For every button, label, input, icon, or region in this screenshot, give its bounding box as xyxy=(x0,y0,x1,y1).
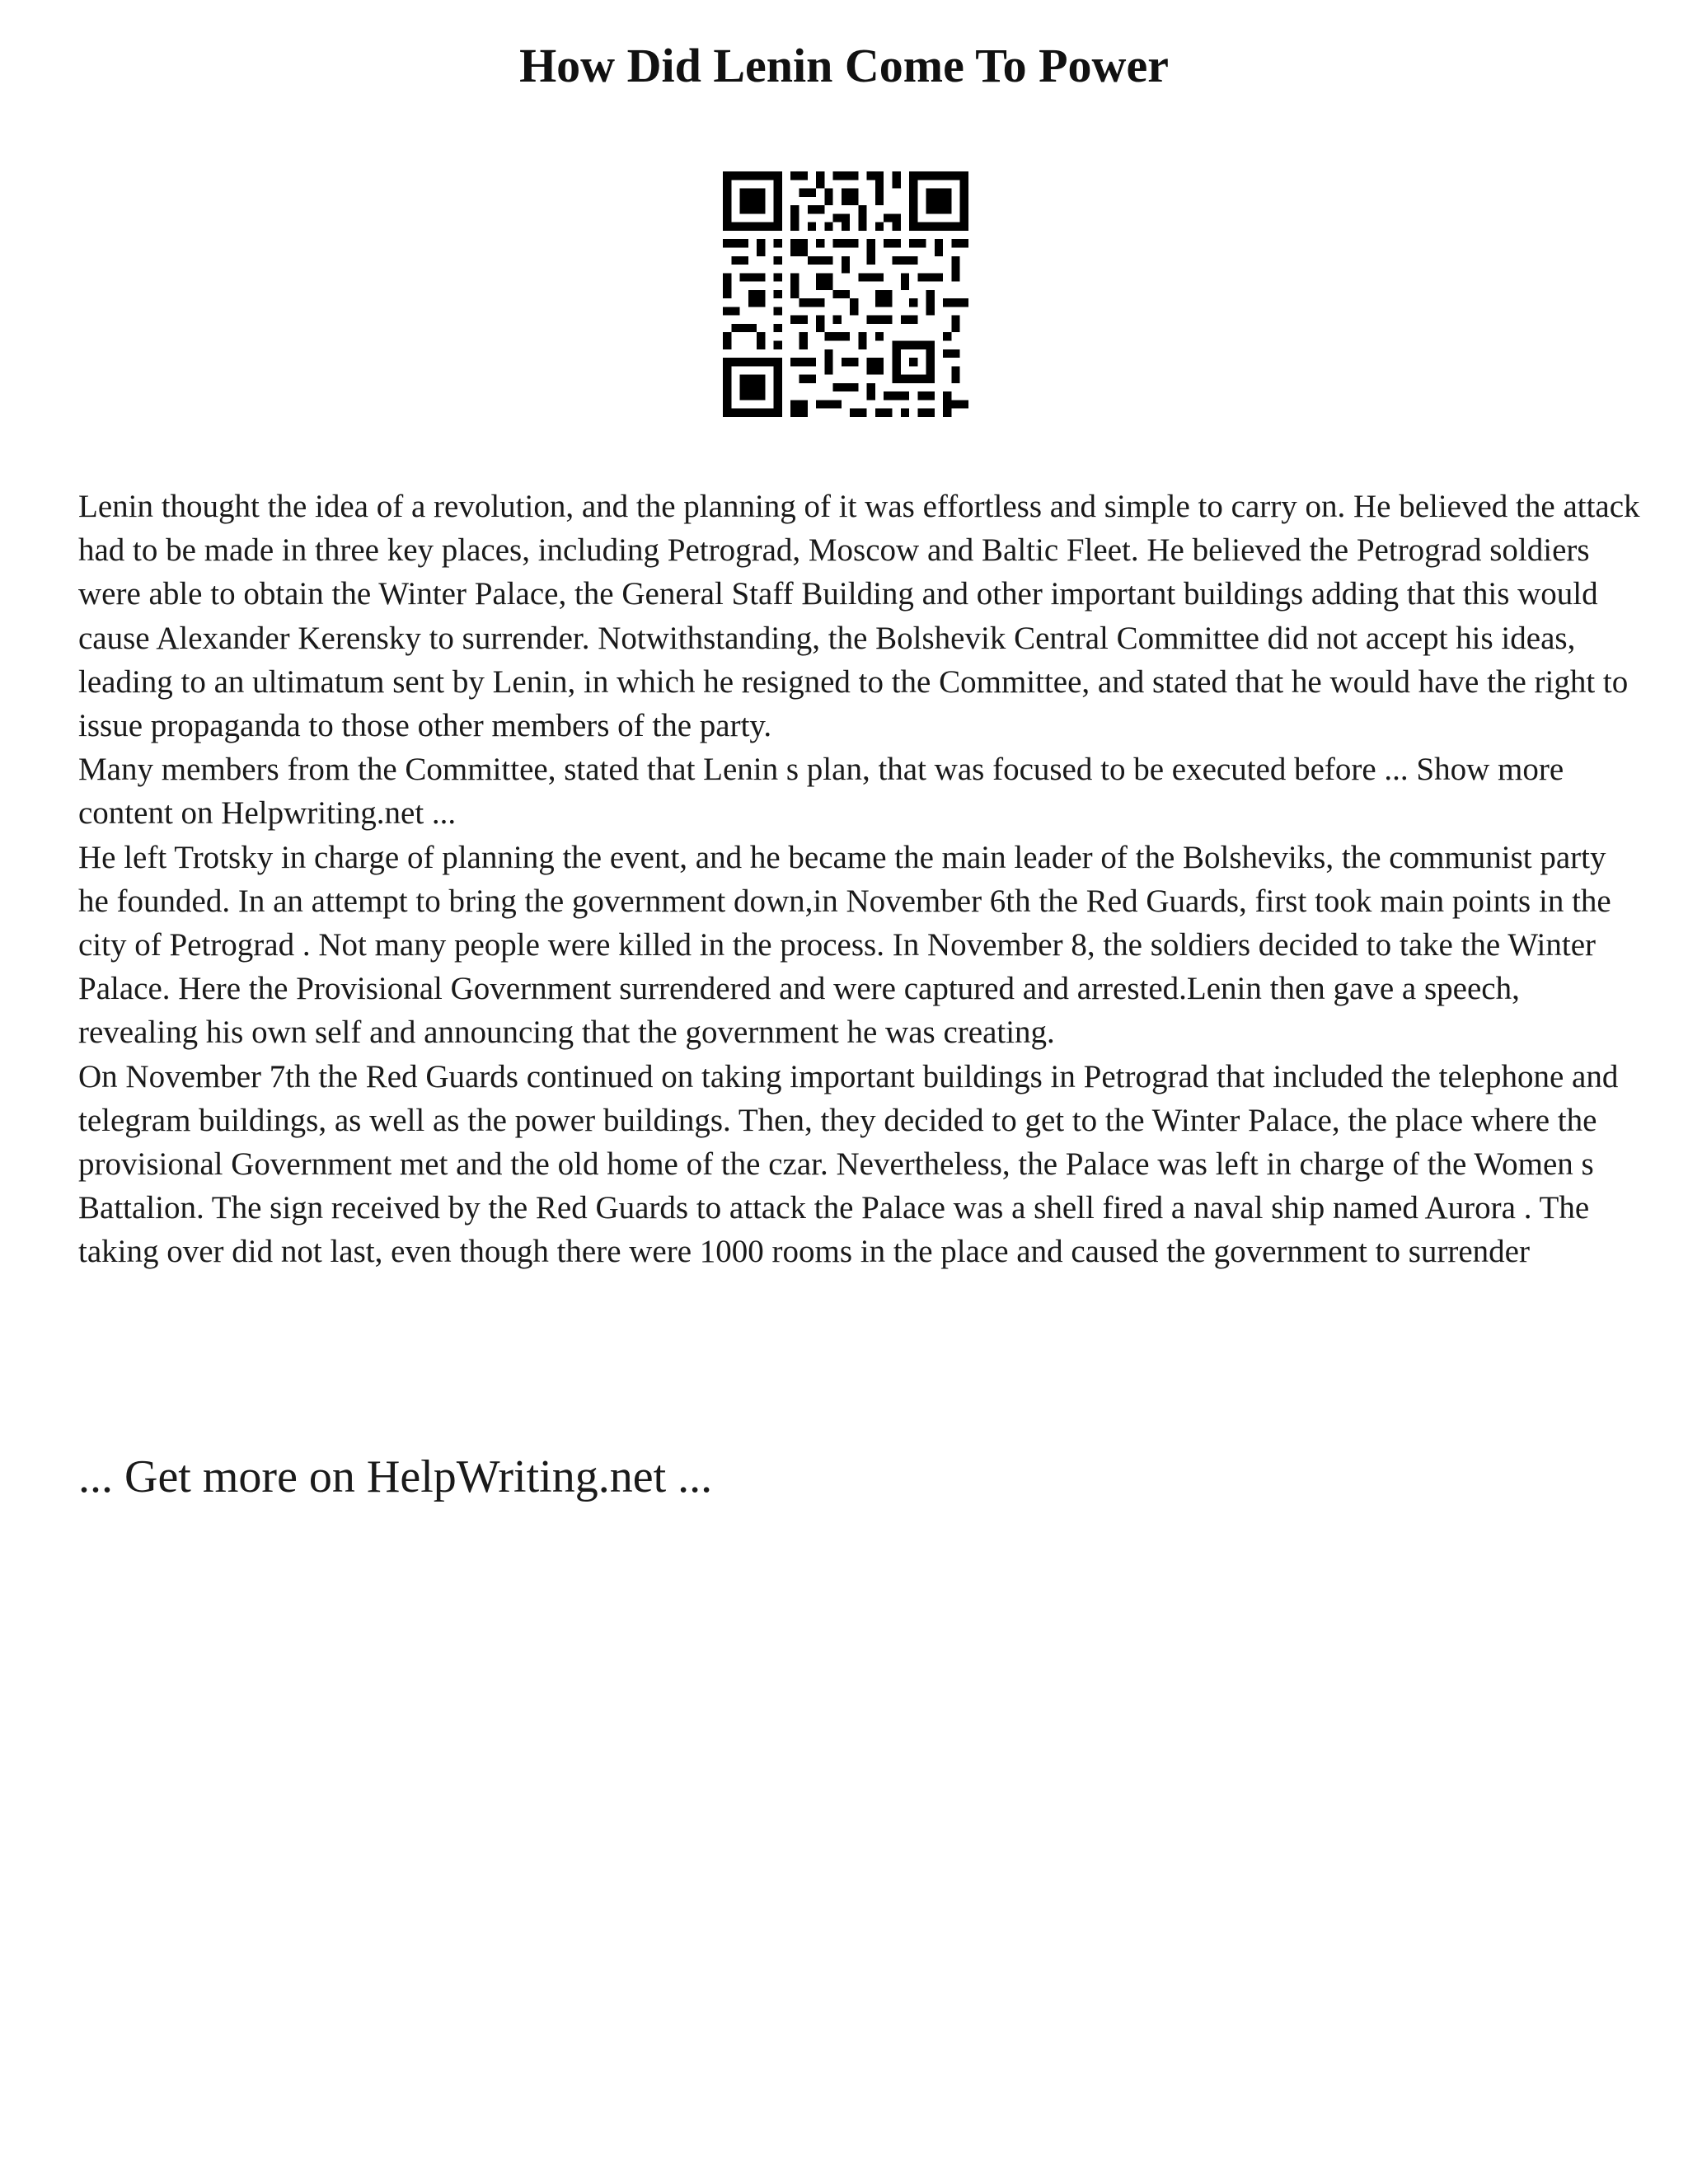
paragraph: On November 7th the Red Guards continued on taking important buildings in Petrograd that included the telephone and telegram buildings, as well as the power buildings. Then, they decided to get to the Winter Palace, the place where the provisional Government met and the old home of the czar. Nevertheless, the Palace was left in charge of the Women s Battalion. The sign received by the Red Guards to attack the Palace was a shell fired a naval ship named Aurora . The taking over did not last, even though there were 1000 rooms in the place and caused the government to surrender xyxy=(78,1058,1619,1270)
paragraph: Lenin thought the idea of a revolution, and the planning of it was effortless and simple to carry on. He believed the attack had to be made in three key places, including Petrograd, Moscow and Baltic Fleet. He believed the Petrograd soldiers were able to obtain the Winter Palace, the General Staff Building and other important buildings adding that this would cause Alexander Kerensky to surrender. Notwithstanding, the Bolshevik Central Committee did not accept his ideas, leading to an ultimatum sent by Lenin, in which he resigned to the Committee, and stated that he would have the right to issue propaganda to those other members of the party. xyxy=(78,489,1640,744)
qr-code-graphic xyxy=(723,171,968,417)
get-more-link[interactable]: ... Get more on HelpWriting.net ... xyxy=(78,1451,713,1502)
qr-code-icon[interactable] xyxy=(723,171,968,417)
paragraph: Many members from the Committee, stated that Lenin s plan, that was focused to be executed before ... Show more content on Helpwriting.net ... xyxy=(78,752,1564,832)
article-body xyxy=(78,485,1644,1274)
page-title: How Did Lenin Come To Power xyxy=(519,39,1169,92)
paragraph: He left Trotsky in charge of planning the event, and he became the main leader of the Bolsheviks, the communist party he founded. In an attempt to bring the government down,in November 6th the Red Guards, first took main points in the city of Petrograd . Not many people were killed in the process. In November 8, the soldiers decided to take the Winter Palace. Here the Provisional Government surrendered and were captured and arrested.Lenin then gave a speech, revealing his own self and announcing that the government he was creating. xyxy=(78,839,1611,1051)
